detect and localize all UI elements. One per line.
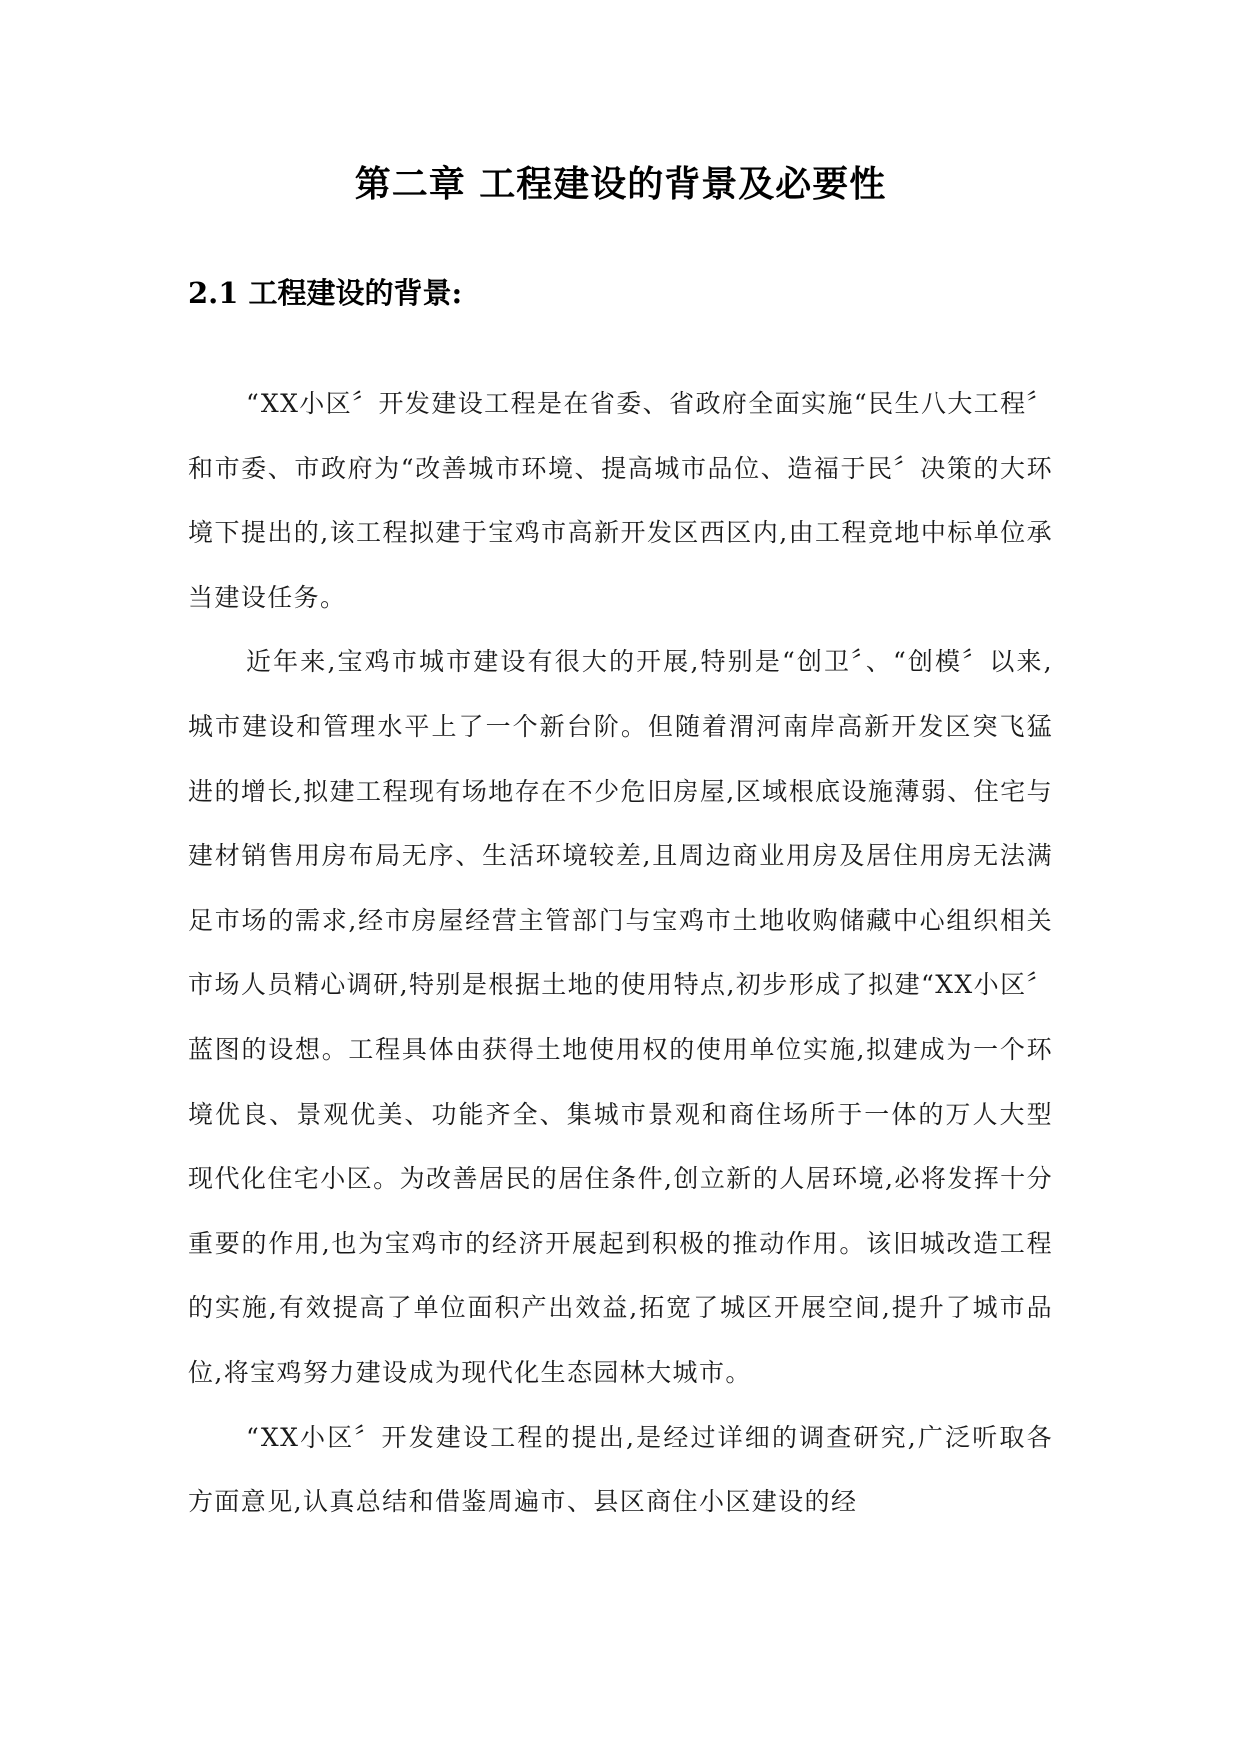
section-heading: 2.1 工程建设的背景: [188, 276, 463, 310]
paragraph-1: “XX小区〞开发建设工程是在省委、省政府全面实施“民生八大工程〞和市委、市政府为“改善城市环境、提高城市品位、造福于民〞决策的大环境下提出的,该工程拟建于宝鸡市高新开发区西区内,由工程竞地中标单位承当建设任务。 [188, 389, 1053, 612]
body-text [188, 372, 1053, 1535]
paragraph-2: 近年来,宝鸡市城市建设有很大的开展,特别是“创卫〞、“创模〞以来,城市建设和管理水平上了一个新台阶。但随着渭河南岸高新开发区突飞猛进的增长,拟建工程现有场地存在不少危旧房屋,区域根底设施薄弱、住宅与建材销售用房布局无序、生活环境较差,且周边商业用房及居住用房无法满足市场的需求,经市房屋经营主管部门与宝鸡市土地收购储藏中心组织相关市场人员精心调研,特别是根据土地的使用特点,初步形成了拟建“XX小区〞蓝图的设想。工程具体由获得土地使用权的使用单位实施,拟建成为一个环境优良、景观优美、功能齐全、集城市景观和商住场所于一体的万人大型现代化住宅小区。为改善居民的居住条件,创立新的人居环境,必将发挥十分重要的作用,也为宝鸡市的经济开展起到积极的推动作用。该旧城改造工程的实施,有效提高了单位面积产出效益,拓宽了城区开展空间,提升了城市品位,将宝鸡努力建设成为现代化生态园林大城市。 [188, 647, 1053, 1387]
chapter-title: 第二章 工程建设的背景及必要性 [354, 163, 887, 205]
paragraph-3: “XX小区〞开发建设工程的提出,是经过详细的调查研究,广泛听取各方面意见,认真总结和借鉴周遍市、县区商住小区建设的经 [188, 1422, 1053, 1517]
